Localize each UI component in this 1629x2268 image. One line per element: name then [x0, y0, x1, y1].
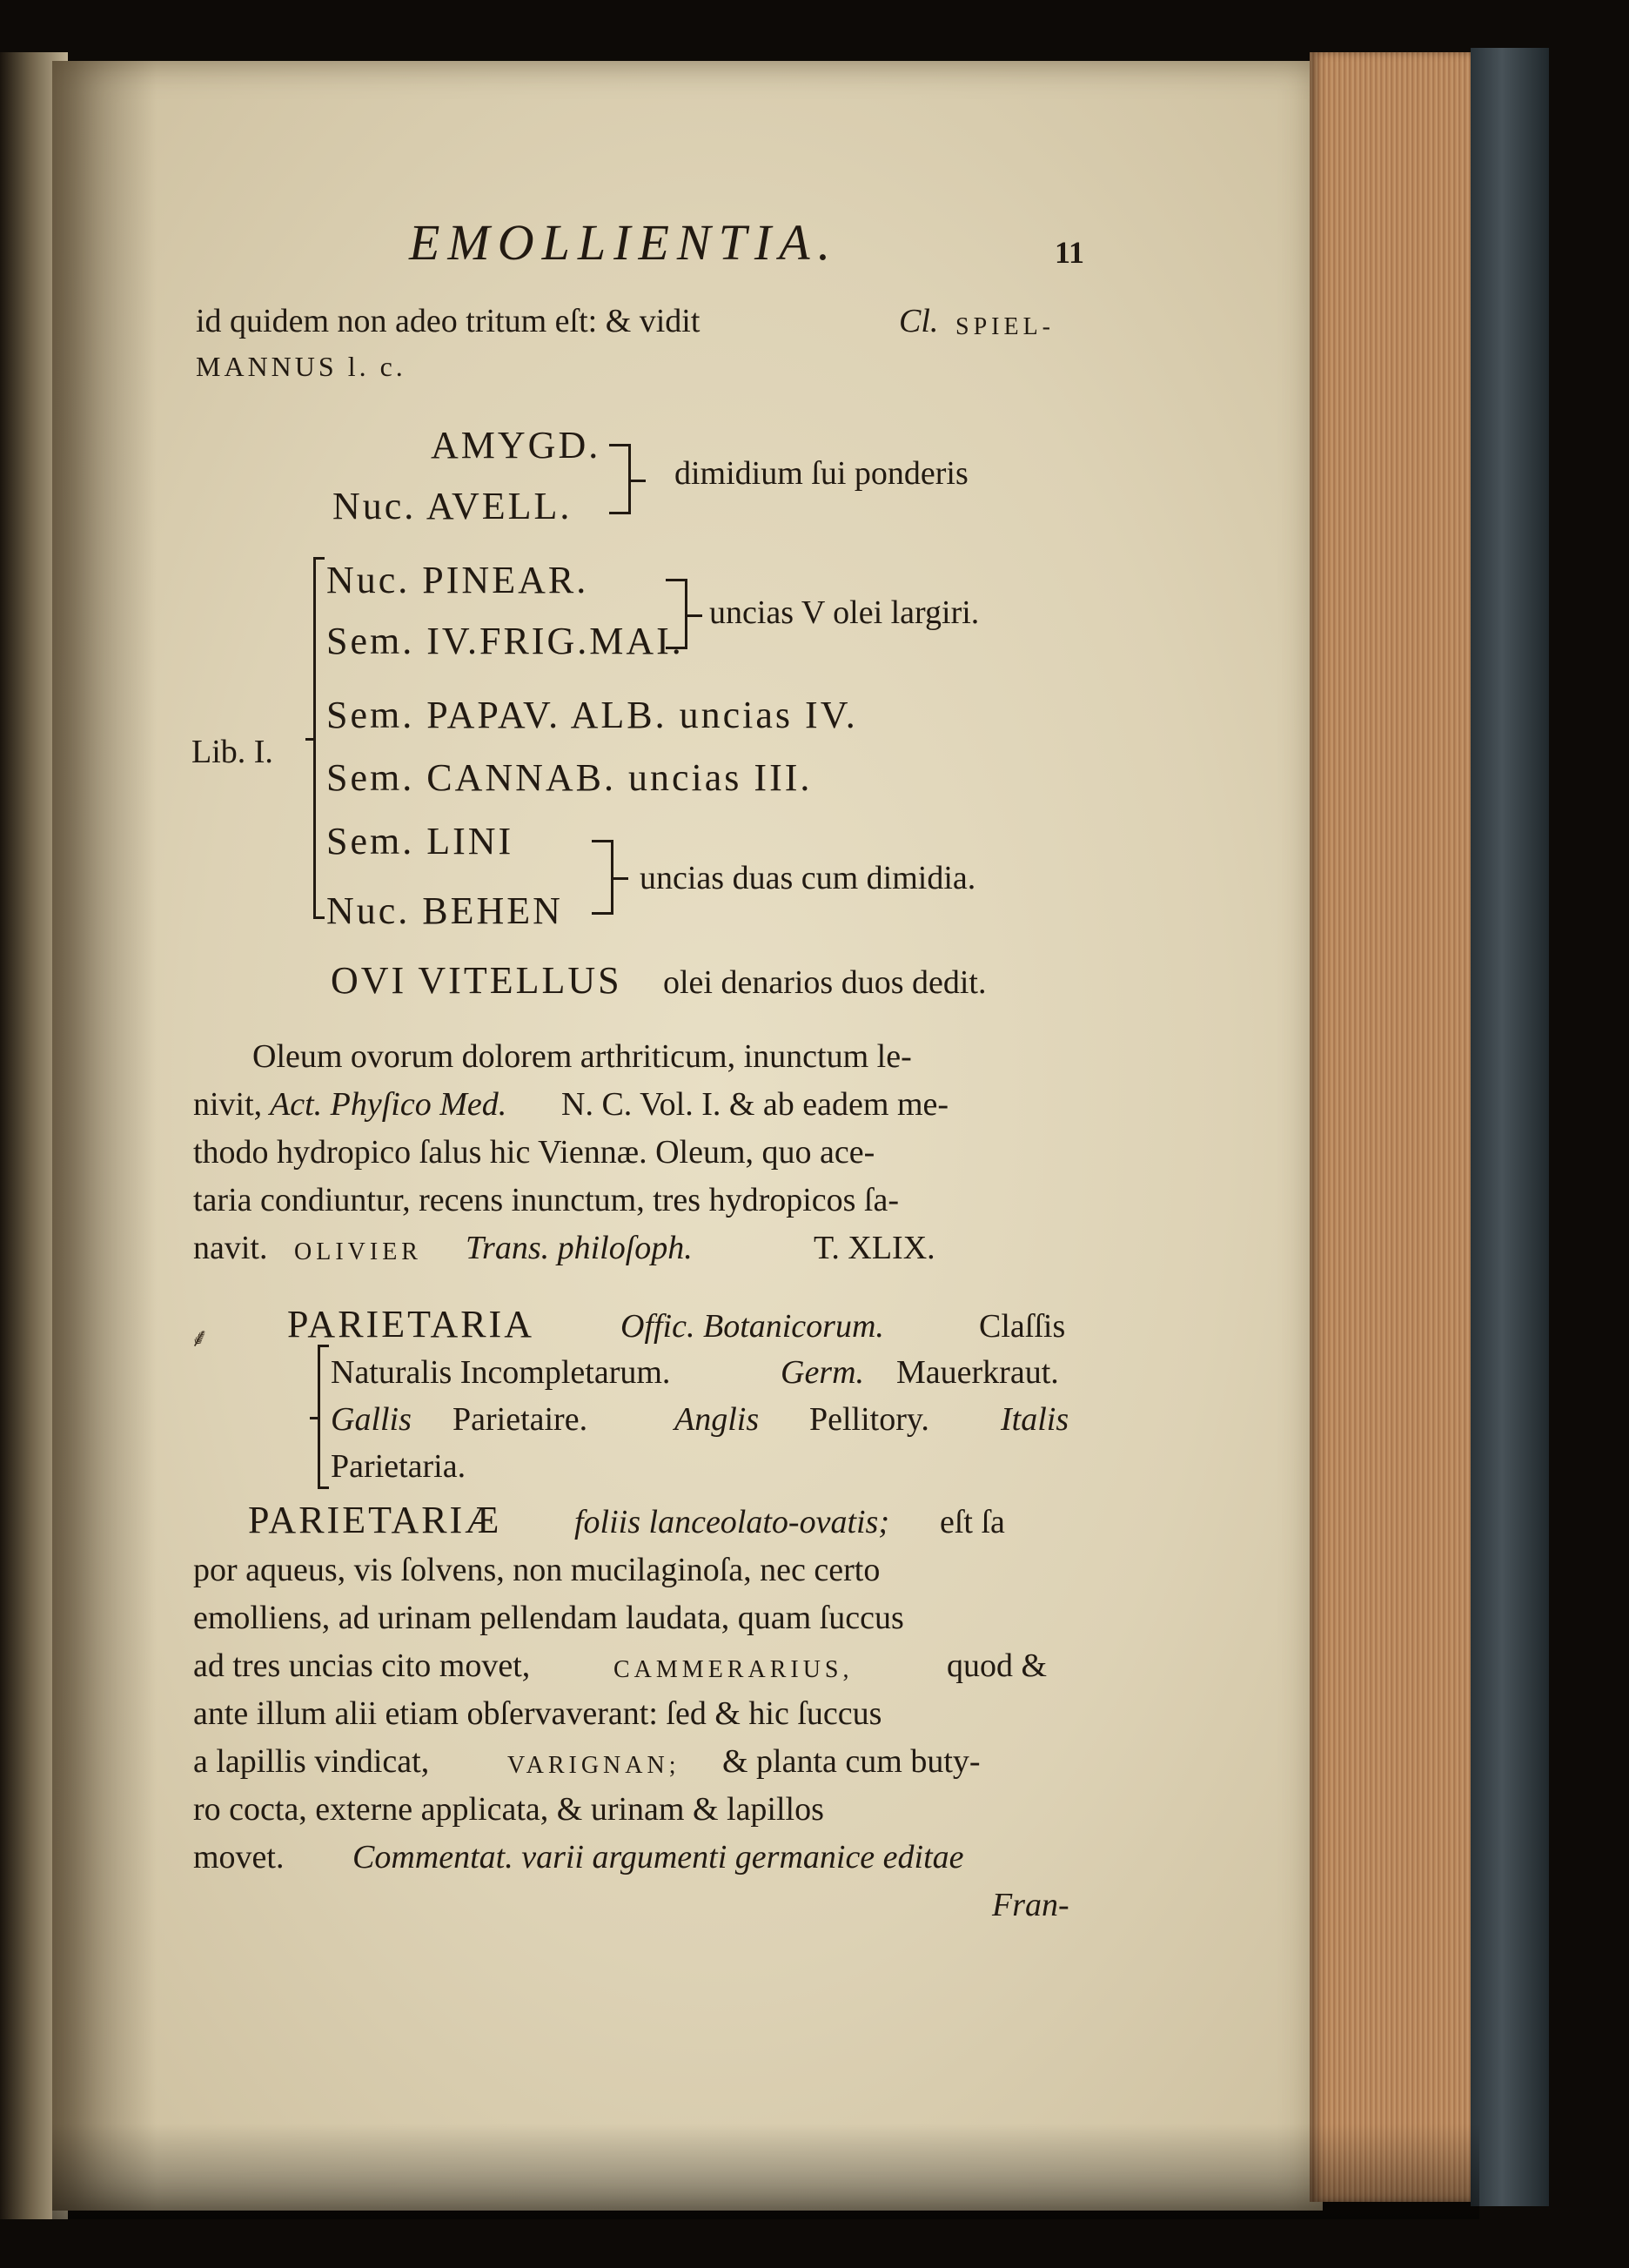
parietaria-l4: Parietaria. [331, 1448, 466, 1485]
oleum-line-1: Oleum ovorum dolorem arthriticum, inunctum le- [252, 1038, 912, 1075]
intro-line-2: MANNUS l. c. [196, 351, 406, 382]
oleum-line-5d: T. XLIX. [814, 1230, 935, 1266]
parietaria-l3b: Parietaire. [452, 1401, 588, 1438]
parietaria-label: PARIETARIA [287, 1303, 534, 1345]
page-block-edge [1310, 52, 1475, 2202]
para-l1a: PARIETARIÆ [248, 1499, 502, 1541]
para-l4c: quod & [947, 1647, 1048, 1684]
brace-3 [592, 840, 613, 915]
para-l1b: foliis lanceolato-ovatis; [574, 1504, 890, 1540]
parietaria-l3c: Anglis [674, 1401, 760, 1438]
parietaria-l3e: Italis [1001, 1401, 1069, 1438]
oleum-line-3: thodo hydropico ſalus hic Viennæ. Oleum, quo ace- [193, 1134, 875, 1171]
page-number: 11 [1055, 235, 1085, 270]
book-cover [1471, 48, 1549, 2206]
intro-cl: Cl. [899, 303, 939, 339]
lib-label: Lib. I. [191, 734, 273, 770]
catchword: Fran- [992, 1887, 1069, 1923]
item-papav: Sem. PAPAV. ALB. uncias IV. [326, 694, 858, 736]
para-l3: emolliens, ad urinam pellendam laudata, quam ſuccus [193, 1600, 904, 1636]
para-l1c: eſt ſa [940, 1504, 1005, 1540]
running-title: EMOLLIENTIA. [409, 214, 839, 271]
para-l5: ante illum alii etiam obſervaverant: ſed & hic ſuccus [193, 1695, 882, 1732]
oleum-line-5b: OLIVIER [294, 1238, 422, 1265]
para-l4a: ad tres uncias cito movet, [193, 1647, 531, 1684]
oleum-line-5c: Trans. philoſoph. [466, 1230, 693, 1266]
oleum-line-2a: nivit, [193, 1086, 263, 1123]
item-cannab: Sem. CANNAB. uncias III. [326, 756, 813, 799]
gutter-shadow [52, 61, 157, 2211]
para-l7: ro cocta, externe applicata, & urinam & lapillos [193, 1791, 824, 1828]
brace-1 [609, 444, 631, 514]
intro-spiel: SPIEL- [955, 313, 1055, 340]
para-l2: por aqueus, vis ſolvens, non mucilaginoſa, nec certo [193, 1552, 881, 1588]
ovi-rest: olei denarios duos dedit. [663, 964, 987, 1001]
para-l6c: & planta cum buty- [722, 1743, 981, 1780]
item-pinear: Nuc. PINEAR. [326, 559, 589, 601]
para-l6a: a lapillis vindicat, [193, 1743, 430, 1780]
item-avell: Nuc. AVELL. [332, 485, 573, 527]
text-uncias-duas: uncias duas cum dimidia. [640, 860, 976, 896]
item-behen: Nuc. BEHEN [326, 889, 563, 932]
parietaria-l1-end: Claſſis [979, 1308, 1066, 1345]
parietaria-l2c: Mauerkraut. [896, 1354, 1059, 1391]
oleum-line-2b: Act. Phyſico Med. [270, 1086, 507, 1123]
marginal-plant-icon: ⸙ [190, 1324, 210, 1352]
parietaria-l1-italic: Offic. Botanicorum. [620, 1308, 884, 1345]
item-lini: Sem. LINI [326, 820, 514, 862]
para-l8b: Commentat. varii argumenti germanice editae [352, 1839, 964, 1875]
brace-2 [666, 579, 687, 649]
oleum-line-5a: navit. [193, 1230, 268, 1266]
bottom-shadow [52, 2124, 1479, 2219]
oleum-line-2c: N. C. Vol. I. & ab eadem me- [561, 1086, 949, 1123]
text-dimidium: dimidium ſui ponderis [674, 455, 969, 492]
para-l8a: movet. [193, 1839, 285, 1875]
text-uncias-v: uncias V olei largiri. [709, 594, 980, 631]
item-amygd: AMYGD. [431, 424, 601, 466]
oleum-line-4: taria condiuntur, recens inunctum, tres hydropicos ſa- [193, 1182, 900, 1218]
para-l4b: CAMMERARIUS, [613, 1656, 854, 1683]
bracket-parietaria [318, 1345, 329, 1489]
bracket-lib [313, 557, 325, 919]
parietaria-l3d: Pellitory. [809, 1401, 929, 1438]
intro-line-1: id quidem non adeo tritum eſt: & vidit [196, 303, 701, 339]
parietaria-l3a: Gallis [331, 1401, 412, 1438]
para-l6b: VARIGNAN; [507, 1752, 680, 1779]
item-frig: Sem. IV.FRIG.MAI. [326, 620, 684, 662]
parietaria-l2b: Germ. [781, 1354, 865, 1391]
parietaria-l2a: Naturalis Incompletarum. [331, 1354, 671, 1391]
ovi-label: OVI VITELLUS [331, 959, 622, 1002]
